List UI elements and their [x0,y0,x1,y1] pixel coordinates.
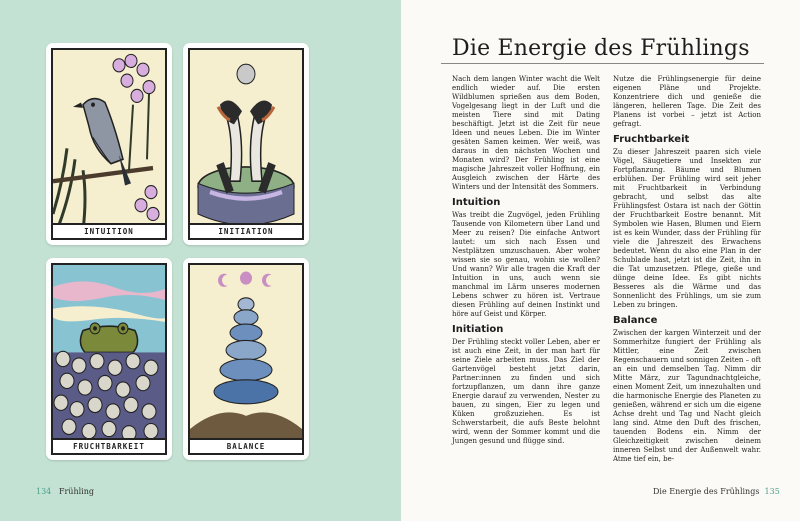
text-column-2 [613,75,761,464]
right-folio [653,487,780,496]
intro-paragraph: Nach dem langen Winter wacht die Welt endlich wieder auf. Die ersten Wildblumen sprießen aus dem Boden, Vogelgesang liegt in der Luft und die meisten Tiere sind mit Dating beschäftigt. Jetzt ist die Zeit für neue Ideen und neues Leben. Die im Winter gesäten Samen keimen. Wer weiß, was daraus in den nächsten Wochen und Monaten wird? Der Frühling ist eine magische Jahreszeit voller Hoffnung, ein Ausgleich zwischen der Härte des Winters und der Intensität des Sommers. [452,75,600,191]
card-illustration [188,48,304,240]
cairn-illustration [190,265,302,453]
paragraph-intuition: Was treibt die Zugvögel, jeden Frühling Tausende von Kilometern über Land und Meer zu reisen? Die einfache Antwort lautet: um sich nach Essen und Nestplätzen umzuschauen. Aber woher wissen sie so genau, wohin sie wollen? Und wann? Wir alle tragen die Kraft der Intuition in uns, auch wenn sie manchmal im Lärm unseres modernen Lebens schwer zu hören ist. Vertraue diesen Frühling auf deinen Instinkt und höre auf Geist und Körper. [452,211,600,318]
card-label: INITIATION [188,223,304,240]
heading-balance: Balance [613,315,658,326]
title-rule [441,63,764,64]
heading-initiation: Initiation [452,324,504,335]
left-folio [36,487,94,496]
card-fruchtbarkeit [46,258,172,460]
intro-paragraph-2: Nutze die Frühlingsenergie für deine eigenen Pläne und Projekte. Konzentriere dich und genieße die längeren, helleren Tage. Die Zeit des Planens ist vorbei – jetzt ist Action gefragt. [613,75,761,128]
running-head: Frühling [58,487,94,496]
grebes-illustration [190,50,302,238]
running-head: Die Energie des Frühlings [653,487,760,496]
text-column-1 [452,75,600,446]
page-title: Die Energie des Frühlings [452,36,750,61]
page-number: 134 [36,487,52,496]
cuckoo-illustration [53,50,165,238]
card-initiation [183,43,309,245]
card-label: FRUCHTBARKEIT [51,438,167,455]
card-illustration [188,263,304,455]
card-label: BALANCE [188,438,304,455]
paragraph-balance: Zwischen der kargen Winterzeit und der Sommerhitze fungiert der Frühling als Mittler, eine Zeit zwischen Regenschauern und sonnigen Zeiten – oft an ein und demselben Tag. Nimm dir Mitte März, zur Tagundnachtgleiche, einen Moment Zeit, um innezuhalten und die harmonische Energie des Planeten zu genießen, während er sich um die eigene Achse dreht und Tag und Nacht gleich lang sind. Atme den Duft des frischen, tauenden Bodens ein. Nimm der Gleichzeitigkeit zwischen deinem inneren Selbst und der Außenwelt wahr. Atme tief ein, be- [613,329,761,463]
paragraph-fruchtbarkeit: Zu dieser Jahreszeit paaren sich viele Vögel, Säugetiere und Insekten zur Fortpflanzung. Bäume und Blumen erblühen. Der Frühling wird seit jeher mit Fruchtbarkeit in Verbindung gebracht, und selbst das alte Frühlingsfest Ostara ist nach der Göttin der Fruchtbarkeit Eostre benannt. Mit Symbolen wie Hasen, Blumen und Eiern ist es kein Wunder, dass der Frühling für viele die Jahreszeit des Erwachens bedeutet. Wenn du also eine Plan in der Schublade hast, jetzt ist die Zeit, ihn in die Tat umzusetzen. Pflege, gieße und dünge deine Idee. Es gibt nichts Besseres als die Wärme und das Sonnenlicht des Frühlings, um sie zum Leben zu bringen. [613,148,761,309]
card-illustration [51,263,167,455]
page-number: 135 [764,487,780,496]
card-label: INTUITION [51,223,167,240]
card-intuition [46,43,172,245]
frog-illustration [53,265,165,453]
card-balance [183,258,309,460]
paragraph-initiation: Der Frühling steckt voller Leben, aber er ist auch eine Zeit, in der man hart für seine Ziele arbeiten muss. Das Ziel der Gartenvögel besteht jetzt darin, Partner:innen zu finden und sich fortzupflanzen, um dann ihre ganze Energie darauf zu verwenden, Nester zu bauen, zu singen, Eier zu legen und Küken großzuziehen. Es ist Schwerstarbeit, die aufs Beste belohnt wird, wenn der Sommer kommt und die Jungen gesund und flügge sind. [452,338,600,445]
heading-fruchtbarkeit: Fruchtbarkeit [613,134,690,145]
heading-intuition: Intuition [452,197,501,208]
card-illustration [51,48,167,240]
